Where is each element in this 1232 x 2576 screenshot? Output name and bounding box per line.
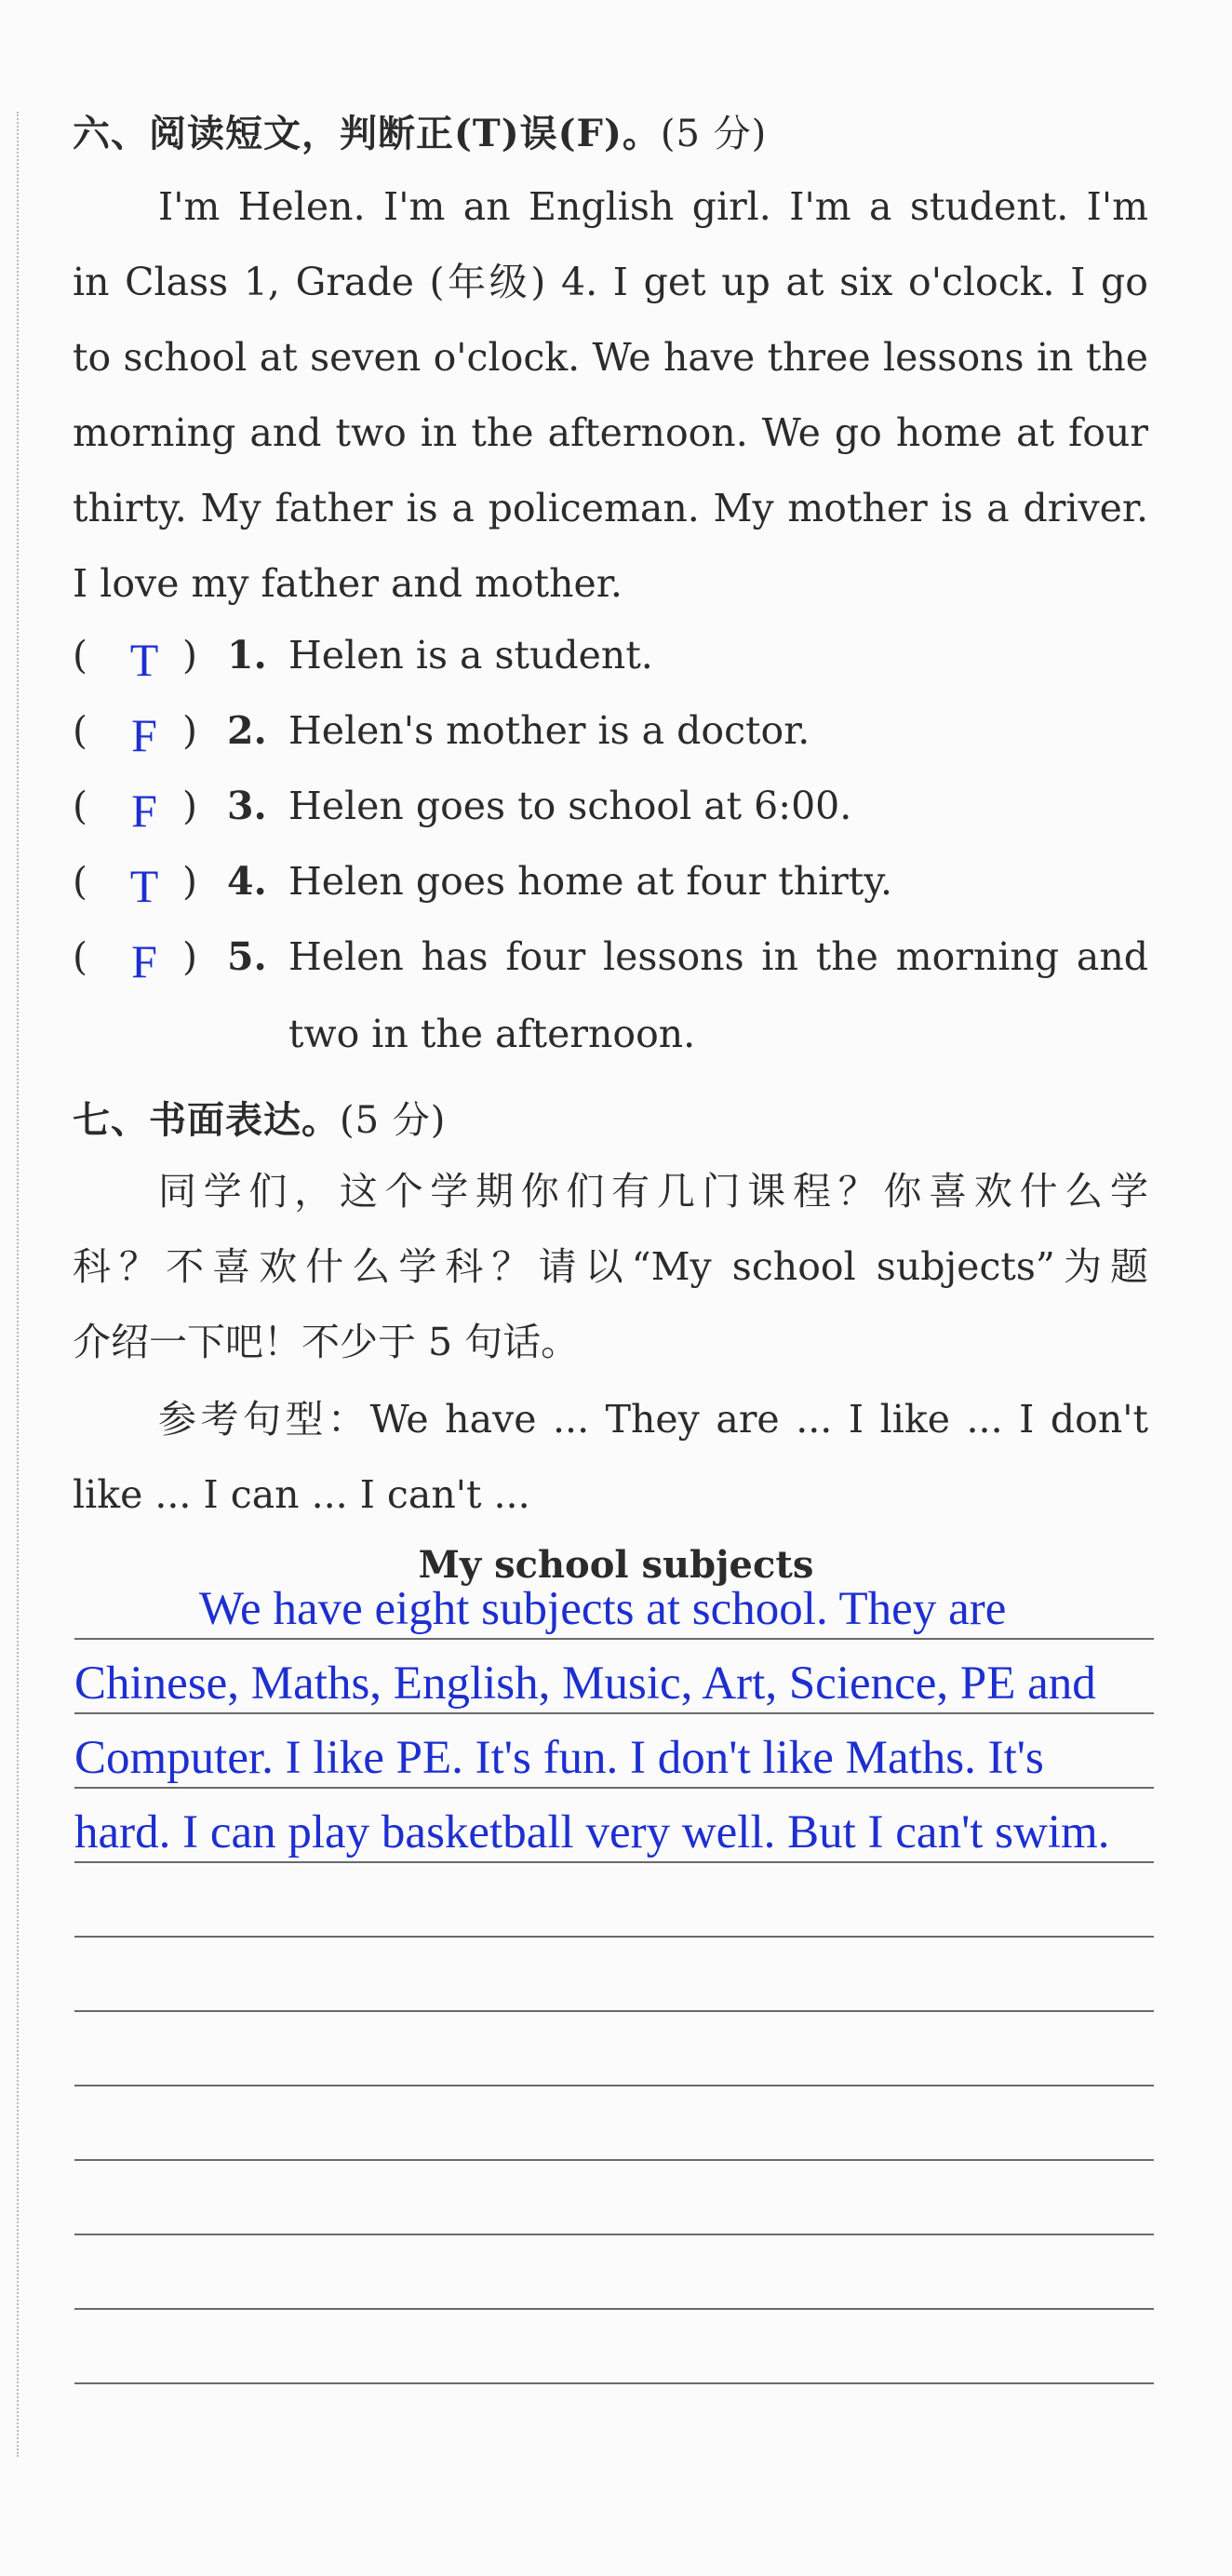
tf-item — [73, 852, 1148, 917]
section6-points: (5 分) — [660, 113, 768, 155]
answer-field[interactable]: F — [131, 709, 157, 761]
item-statement: Helen goes home at four thirty. — [288, 859, 893, 904]
passage-line: to school at seven o'clock. We have three lessons in the — [73, 335, 1148, 380]
tf-item — [73, 625, 1148, 691]
item-statement-continuation: two in the afternoon. — [288, 1012, 696, 1056]
tf-item — [73, 701, 1148, 766]
page-margin-rule — [17, 112, 20, 2457]
item-number: 5. — [227, 934, 267, 979]
item-statement: Helen is a student. — [288, 633, 653, 678]
paren-close: ) — [182, 708, 197, 753]
section7-points: (5 分) — [340, 1099, 447, 1142]
writing-line — [74, 2159, 1154, 2161]
passage-line: I'm Helen. I'm an English girl. I'm a student. I'm — [158, 184, 1148, 229]
writing-line — [74, 1787, 1154, 1789]
passage-line: thirty. My father is a policeman. My mother is a driver. — [73, 486, 1148, 530]
paren-open: ( — [73, 859, 87, 904]
essay-handwriting-line[interactable]: hard. I can play basketball very well. But I can't swim. — [74, 1806, 1110, 1858]
item-statement: Helen's mother is a doctor. — [288, 708, 810, 753]
prompt-line: 科？不喜欢什么学科？请以“My school subjects”为题 — [73, 1244, 1148, 1289]
section6-heading — [73, 104, 767, 157]
paren-open: ( — [73, 633, 87, 678]
writing-line — [74, 2234, 1154, 2235]
tf-item — [73, 927, 1148, 992]
essay-handwriting-line[interactable]: We have eight subjects at school. They are — [199, 1583, 1007, 1635]
writing-line — [74, 2382, 1154, 2384]
paren-close: ) — [182, 859, 197, 904]
essay-handwriting-line[interactable]: Computer. I like PE. It's fun. I don't like Maths. It's — [74, 1732, 1044, 1784]
pattern-line: 参考句型：We have ... They are ... I like ... I don't — [158, 1397, 1148, 1442]
passage-line: morning and two in the afternoon. We go home at four — [73, 410, 1148, 455]
paren-close: ) — [182, 934, 197, 979]
item-statement: Helen has four lessons in the morning and — [288, 934, 1148, 979]
section7-heading — [73, 1091, 446, 1144]
pattern-line: like ... I can ... I can't ... — [73, 1472, 530, 1517]
essay-title: My school subjects — [418, 1543, 814, 1587]
paren-close: ) — [182, 784, 197, 828]
answer-field[interactable]: T — [129, 860, 159, 912]
paren-open: ( — [73, 708, 87, 753]
answer-field[interactable]: T — [129, 634, 159, 686]
answer-field[interactable]: F — [131, 785, 157, 837]
writing-line — [74, 1638, 1154, 1640]
writing-line — [74, 1936, 1154, 1938]
section6-title: 六、阅读短文，判断正(T)误(F)。 — [73, 112, 661, 155]
tf-item — [73, 776, 1148, 841]
writing-line — [74, 2308, 1154, 2310]
item-number: 2. — [227, 708, 267, 753]
writing-line — [74, 2085, 1154, 2086]
paren-close: ) — [182, 633, 197, 678]
passage-line: in Class 1, Grade (年级) 4. I get up at six o'clock. I go — [73, 260, 1148, 304]
writing-line — [74, 2010, 1154, 2012]
section7-title: 七、书面表达。 — [73, 1098, 340, 1142]
paren-open: ( — [73, 784, 87, 828]
item-number: 4. — [227, 859, 267, 904]
answer-field[interactable]: F — [131, 935, 157, 987]
item-statement: Helen goes to school at 6:00. — [288, 784, 852, 828]
item-number: 1. — [227, 633, 267, 678]
prompt-line: 同学们，这个学期你们有几门课程？你喜欢什么学 — [158, 1169, 1148, 1214]
essay-handwriting-line[interactable]: Chinese, Maths, English, Music, Art, Science, PE and — [74, 1657, 1096, 1710]
writing-line — [74, 1712, 1154, 1714]
writing-line — [74, 1861, 1154, 1863]
item-number: 3. — [227, 784, 267, 828]
paren-open: ( — [73, 934, 87, 979]
prompt-line: 介绍一下吧！不少于 5 句话。 — [73, 1320, 580, 1364]
passage-line: I love my father and mother. — [73, 561, 623, 606]
